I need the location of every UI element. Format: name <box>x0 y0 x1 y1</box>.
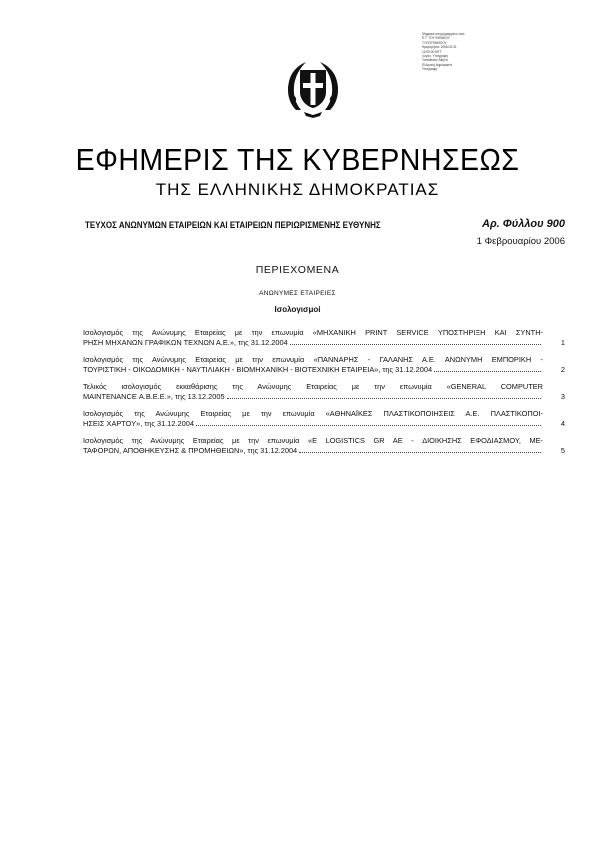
toc-page-number: 5 <box>560 446 565 455</box>
toc-entry-line: ΗΣΕΙΣ ΧΑΡΤΟΥ», της 31.12.2004 <box>83 419 194 428</box>
toc-entry-line: ΡΗΣΗ ΜΗΧΑΝΩΝ ΓΡΑΦΙΚΩΝ ΤΕΧΝΩΝ Α.Ε.», της 31.12.2004 <box>83 338 288 347</box>
toc-page-number: 1 <box>560 338 565 347</box>
toc-page-number: 4 <box>560 419 565 428</box>
toc-page-number: 2 <box>560 365 565 374</box>
toc-entry[interactable] <box>83 436 565 456</box>
toc-entry-line: MAINTENANCE Α.Β.Ε.Ε.», της 13.12.2005 <box>83 392 225 401</box>
toc-entry-line: Τελικός ισολογισμός εκκαθάρισης της Ανώνυμης Εταιρείας με την επωνυμία «GENERAL COMPUTER <box>83 382 543 391</box>
toc-entry[interactable] <box>83 409 565 429</box>
stamp-line: Ελληνική Δημοκρατία <box>422 62 453 67</box>
dot-leader <box>434 371 541 372</box>
stamp-line: Λόγος: Υπογραφή <box>422 54 448 59</box>
toc-entry-line: ΤΟΥΡΙΣΤΙΚΗ - ΟΙΚΟΔΟΜΙΚΗ - ΝΑΥΤΙΛΙΑΚΗ - ΒΙΟΜΗΧΑΝΙΚΗ - ΒΙΟΤΕΧΝΙΚΗ ΕΤΑΙΡΕΙΑ», της 31.12.2004 <box>83 365 433 374</box>
gazette-title: ΕΦΗΜΕΡΙΣ ΤΗΣ ΚΥΒΕΡΝΗΣΕΩΣ <box>75 142 520 177</box>
toc-entry-line: Ισολογισμός της Ανώνυμης Εταιρείας με την επωνυμία «ΜΗΧΑΝΙΚΗ PRINT SERVICE ΥΠΟΣΤΗΡΙΞΗ ΚΑΙ ΣΥΝΤΗ- <box>83 328 543 337</box>
digital-signature-stamp <box>422 32 484 72</box>
stamp-line: Ψηφιακά υπογεγραμμένο από <box>422 32 465 36</box>
dot-leader <box>299 452 541 453</box>
toc-entry-line: Ισολογισμός της Ανώνυμης Εταιρείας με την επωνυμία «E LOGISTICS GR AE - ΔΙΟΙΚΗΣΗΣ ΕΦΟΔΙΑΣΜΟΥ, ΜΕ- <box>83 436 543 445</box>
stamp-line: Ε.Τ. ΤΟΥ ΕΘΝΙΚΟΥ <box>422 36 450 41</box>
section-heading: ΑΝΩΝΥΜΕΣ ΕΤΑΙΡΕΙΕΣ <box>259 290 336 297</box>
issue-date: 1 Φεβρουαρίου 2006 <box>476 236 565 247</box>
toc-page-number: 3 <box>560 392 565 401</box>
table-of-contents <box>83 328 565 463</box>
issue-info-row <box>85 220 565 234</box>
greek-coat-of-arms-icon <box>284 58 342 118</box>
stamp-line: Τοποθεσία: Αθήνα <box>422 58 448 63</box>
toc-entry[interactable] <box>83 355 565 375</box>
dot-leader <box>227 398 541 399</box>
issue-type: ΤΕΥΧΟΣ ΑΝΩΝΥΜΩΝ ΕΤΑΙΡΕΙΩΝ ΚΑΙ ΕΤΑΙΡΕΙΩΝ ΠΕΡΙΩΡΙΣΜΕΝΗΣ ΕΥΘΥΝΗΣ <box>85 220 381 230</box>
contents-heading: ΠΕΡΙΕΧΟΜΕΝΑ <box>255 264 340 276</box>
toc-entry[interactable] <box>83 328 565 348</box>
stamp-line: Υπογραφή <box>422 67 438 72</box>
gazette-subtitle: ΤΗΣ ΕΛΛΗΝΙΚΗΣ ΔΗΜΟΚΡΑΤΙΑΣ <box>155 180 440 199</box>
toc-entry-line: ΤΑΦΟΡΩΝ, ΑΠΟΘΗΚΕΥΣΗΣ & ΠΡΟΜΗΘΕΙΩΝ», της 31.12.2004 <box>83 446 298 455</box>
stamp-line: Ημερομηνία: 2006.02.01 <box>422 45 457 50</box>
toc-entry[interactable] <box>83 382 565 402</box>
stamp-line: 12:00:00 EET <box>422 49 442 54</box>
dot-leader <box>196 425 541 426</box>
stamp-line: ΤΥΠΟΓΡΑΦΕΙΟΥ <box>422 40 447 45</box>
toc-entry-line: Ισολογισμός της Ανώνυμης Εταιρείας με την επωνυμία «ΠΑΝΝΑΡΗΣ - ΓΑΛΑΝΗΣ Α.Ε. ΑΝΩΝΥΜΗ ΕΜΠΟΡΙΚΗ - <box>83 355 543 364</box>
toc-entry-line: Ισολογισμός της Ανώνυμης Εταιρείας με την επωνυμία «ΑΘΗΝΑΪΚΕΣ ΠΛΑΣΤΙΚΟΠΟΙΗΣΕΙΣ Α.Ε. ΠΛΑΣΤΙΚΟΠΟΙ- <box>83 409 543 418</box>
issue-number: Αρ. Φύλλου 900 <box>482 218 565 230</box>
subsection-heading: Ισολογισμοί <box>274 305 321 314</box>
dot-leader <box>290 344 541 345</box>
